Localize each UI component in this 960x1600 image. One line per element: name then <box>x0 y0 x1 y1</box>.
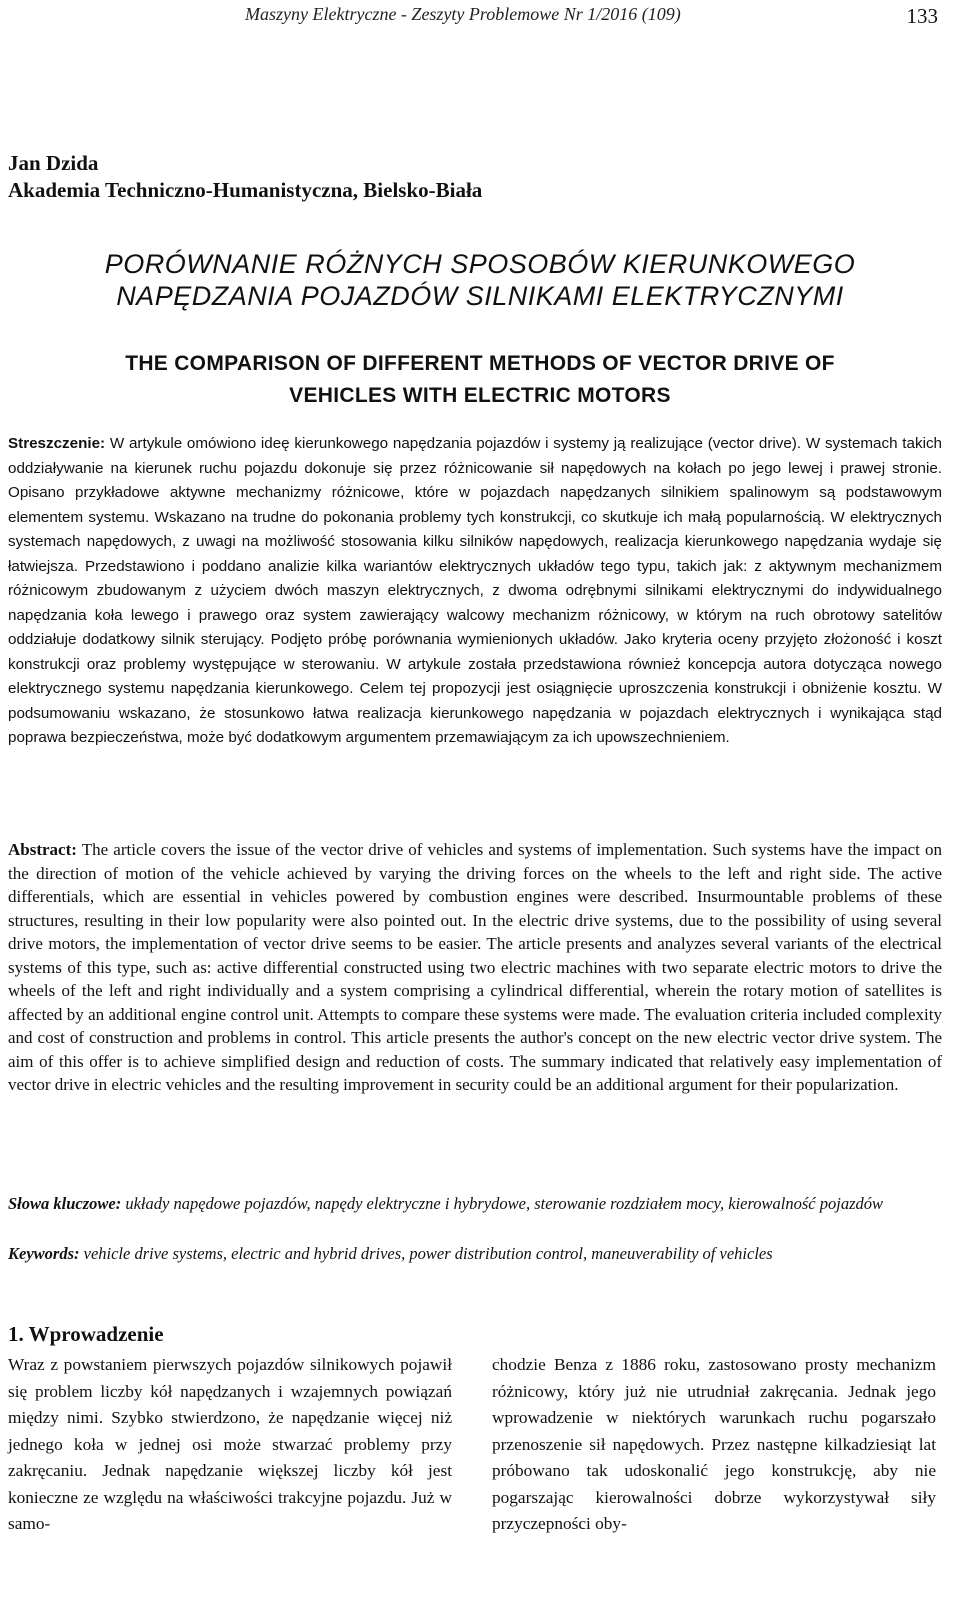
journal-title: Maszyny Elektryczne - Zeszyty Problemowe Nr 1/2016 (109) <box>245 4 681 24</box>
abstract-polish-label: Streszczenie: <box>8 435 106 452</box>
abstract-polish-text: W artykule omówiono ideę kierunkowego napędzania pojazdów i systemy ją realizujące (vector drive). W systemach takich oddziaływanie na kierunek ruchu pojazdu dokonuje się przez różnicowanie sił napędowych na kołach po jego lewej i prawej stronie. Opisano przykładowe aktywne mechanizmy różnicowe, które w pojazdach napędzanych silnikiem spalinowym są podstawowym elementem systemu. Wskazano na trudne do pokonania problemy tych konstrukcji, co skutkuje ich małą popularnością. W elektrycznych systemach napędowych, z uwagi na możliwość stosowania kilku silników napędowych, realizacja kierunkowego napędzania wydaje się łatwiejsza. Przedstawiono i poddano analizie kilka wariantów elektrycznych układów tego typu, takich jak: z aktywnym mechanizmem różnicowym zbudowanym z użyciem dwóch maszyn elektrycznych, z dwoma odrębnymi silnikami elektrycznymi do indywidualnego napędzania koła lewego i prawego oraz system zawierający walcowy mechanizm różnicowy, w którym na ruch obrotowy satelitów oddziałuje dodatkowy silnik sterujący. Podjęto próbę porównania wymienionych układów. Jako kryteria oceny przyjęto złożoność i koszt konstrukcji oraz problemy występujące w sterowaniu. W artykule została przedstawiona również koncepcja autora dotycząca nowego elektrycznego systemu napędzania kierunkowego. Celem tej propozycji jest osiągnięcie uproszczenia konstrukcji i obniżenie kosztu. W podsumowaniu wskazano, że stosunkowo łatwa realizacja kierunkowego napędzania w pojazdach elektrycznych i wynikająca stąd poprawa bezpieczeństwa, może być dodatkowym argumentem przemawiającym za ich upowszechnieniem. <box>8 435 942 746</box>
author-block <box>8 150 482 204</box>
running-header <box>0 2 960 32</box>
abstract-english-text: The article covers the issue of the vector drive of vehicles and systems of implementation. Such systems have the impact on the direction of motion of the vehicle achieved by varying the driving forces on the wheels to the left and right side. The active differentials, which are essential in vehicles powered by combustion engines were described. Insurmountable problems of these structures, resulting in their low popularity were also pointed out. In the electric drive systems, due to the possibility of using several drive motors, the implementation of vector drive seems to be easier. The article presents and analyzes several variants of the electrical systems of this type, such as: active differential constructed using two electric machines with two separate electric motors to drive the wheels of the left and right individually and a system comprising a cylindrical differential, wherein the rotary motion of satellites is affected by an additional engine control unit. Attempts to compare these systems were made. The evaluation criteria included complexity and cost of construction and problems in control. This article presents the author's concept on the new electric vector drive system. The aim of this offer is to achieve simplified design and reduction of costs. The summary indicated that relatively easy implementation of vector drive in electric vehicles and the resulting improvement in security could be an additional argument for their popularization. <box>8 840 942 1094</box>
keywords-english <box>8 1242 942 1266</box>
title-english <box>0 348 960 412</box>
title-english-line-1: THE COMPARISON OF DIFFERENT METHODS OF VECTOR DRIVE OF <box>125 352 835 375</box>
abstract-polish <box>8 432 942 751</box>
abstract-english <box>8 838 942 1097</box>
title-polish-line-2: NAPĘDZANIA POJAZDÓW SILNIKAMI ELEKTRYCZNYMI <box>116 281 844 311</box>
title-english-line-2: VEHICLES WITH ELECTRIC MOTORS <box>289 384 671 407</box>
title-polish <box>0 248 960 312</box>
title-polish-line-1: PORÓWNANIE RÓŻNYCH SPOSOBÓW KIERUNKOWEGO <box>104 249 856 279</box>
keywords-polish-text: układy napędowe pojazdów, napędy elektryczne i hybrydowe, sterowanie rozdziałem mocy, kierowalność pojazdów <box>125 1194 884 1213</box>
abstract-english-label: Abstract: <box>8 840 77 859</box>
keywords-polish <box>8 1192 942 1216</box>
keywords-english-text: vehicle drive systems, electric and hybrid drives, power distribution control, maneuverability of vehicles <box>83 1244 773 1263</box>
keywords-english-label: Keywords: <box>8 1244 80 1263</box>
body-column-right: chodzie Benza z 1886 roku, zastosowano prosty mechanizm różnicowy, który już nie utrudniał zakręcania. Jednak jego wprowadzenie w niektórych warunkach ruchu pogarszało przenoszenie sił napędowych. Przez następne kilkadziesiąt lat próbowano tak udoskonalić jego konstrukcję, aby nie pogarszając kierowalności dobrze wykorzystywał siły przyczepności oby- <box>492 1355 936 1533</box>
keywords-polish-label: Słowa kluczowe: <box>8 1194 122 1213</box>
page-number: 133 <box>906 4 938 28</box>
section-heading-introduction: 1. Wprowadzenie <box>8 1322 164 1346</box>
body-column-left: Wraz z powstaniem pierwszych pojazdów silnikowych pojawił się problem liczby kół napędzanych i wzajemnych powiązań między nimi. Szybko stwierdzono, że napędzanie więcej niż jednego koła w jednej osi może stwarzać problemy przy zakręcaniu. Jednak napędzanie większej liczby kół jest konieczne ze względu na właściwości trakcyjne pojazdu. Już w samo- <box>8 1355 452 1533</box>
author-name: Jan Dzida <box>8 151 99 175</box>
author-affiliation: Akademia Techniczno-Humanistyczna, Bielsko-Biała <box>8 178 483 202</box>
